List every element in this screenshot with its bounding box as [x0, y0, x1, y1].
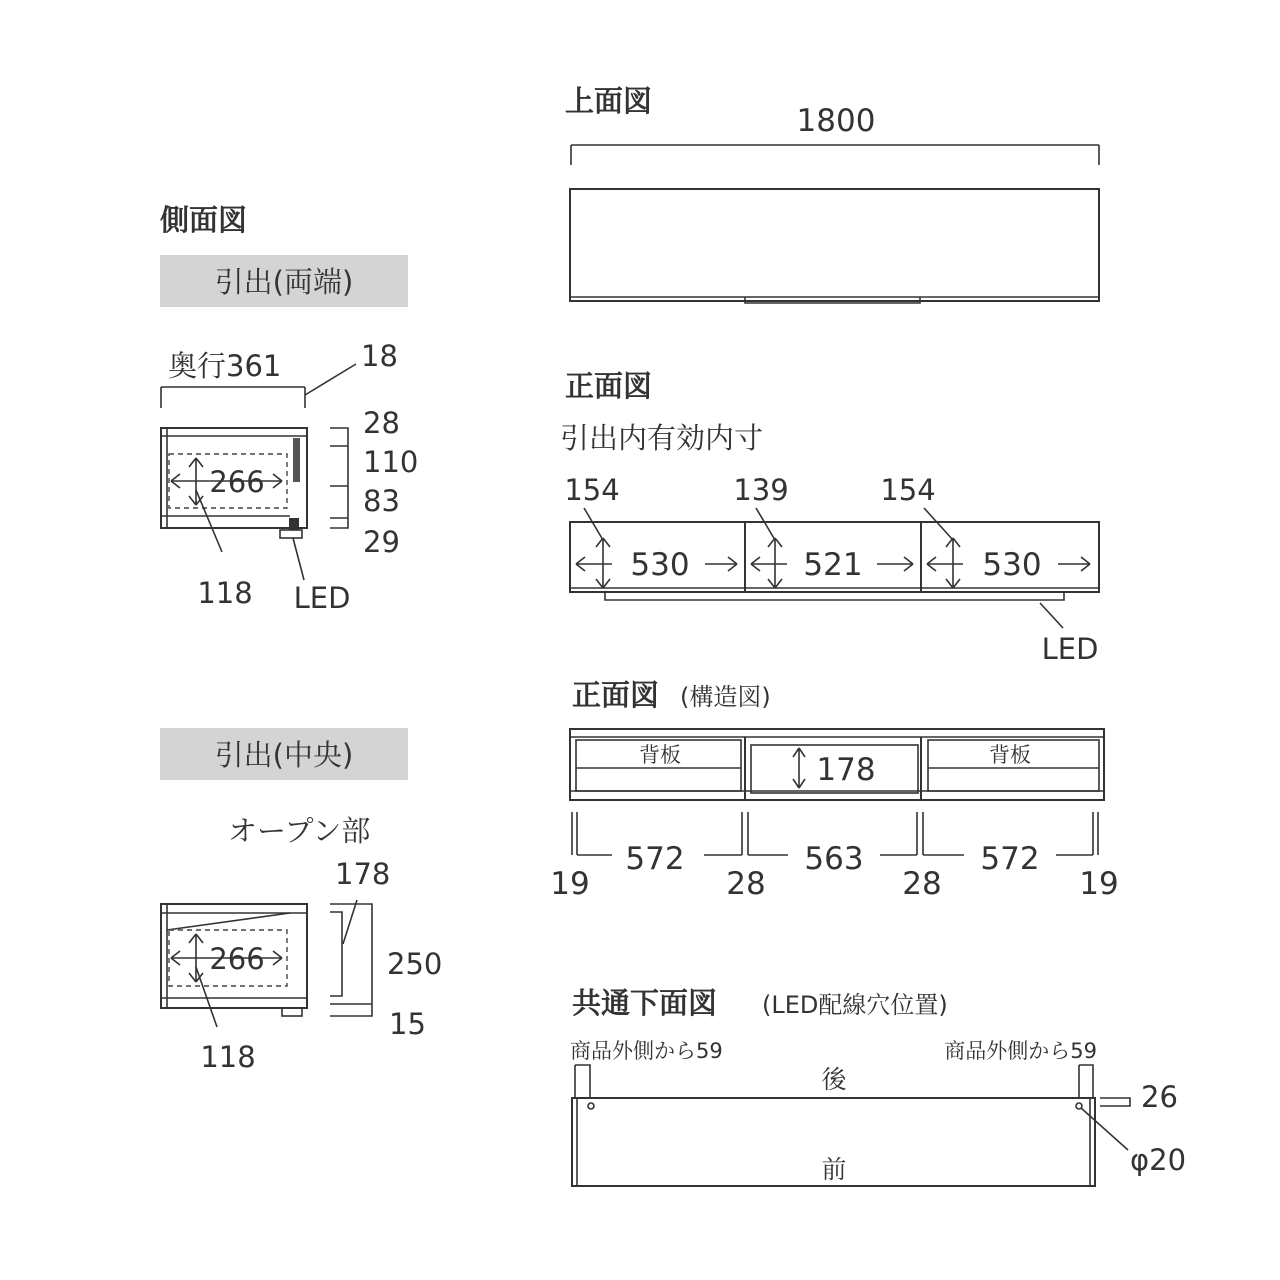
top-view-title: 上面図 [565, 84, 653, 118]
inner-height-label: 118 [197, 576, 253, 610]
bottom-height-label: 15 [389, 1007, 426, 1041]
open-height-label: 178 [335, 857, 391, 891]
panel-left-end: 19 [550, 866, 590, 902]
height-2: 110 [363, 445, 419, 479]
front-width-center: 521 [803, 547, 863, 583]
end-led-label: LED [293, 581, 351, 615]
front-height-left: 154 [564, 473, 620, 507]
front-width-arrow-left-b [705, 557, 737, 571]
structure-center-height-arrow [793, 748, 805, 788]
offset-right-dim [1079, 1065, 1093, 1098]
bottom-back-label: 後 [821, 1065, 847, 1094]
front-height-arrow-center [756, 508, 782, 588]
front-led-leader [1040, 603, 1063, 628]
depth-offset-dim [1100, 1098, 1130, 1106]
front-width-arrow-left-a [576, 557, 612, 571]
bottom-front-label: 前 [821, 1155, 847, 1184]
panel-left-mid: 28 [726, 866, 766, 902]
structure-view-title: 正面図 [572, 678, 660, 712]
open-height-leader [343, 900, 357, 944]
front-width-arrow-center-b [877, 557, 913, 571]
center-inner-height-label: 118 [200, 1040, 256, 1074]
front-width-arrow-right-a [927, 557, 963, 571]
front-thickness-label: 18 [361, 339, 398, 373]
back-panel-right: 背板 [989, 743, 1031, 767]
top-width-label: 1800 [796, 103, 876, 139]
structure-center-height: 178 [816, 752, 876, 788]
offset-left-label: 商品外側から59 [570, 1039, 723, 1063]
end-drawer-tag: 引出(両端) [214, 265, 354, 299]
depth-label: 奥行361 [168, 349, 282, 383]
front-height-arrow-right [924, 508, 960, 588]
front-thickness-leader [305, 364, 356, 395]
front-width-arrow-right-b [1058, 557, 1090, 571]
bottom-view-title: 共通下面図 [572, 986, 718, 1020]
panel-right-end: 19 [1079, 866, 1119, 902]
back-panel-left: 背板 [639, 743, 681, 767]
open-label: オープン部 [228, 814, 371, 848]
structure-width-right: 572 [980, 841, 1040, 877]
front-led-label: LED [1041, 632, 1099, 666]
front-view-subtitle: 引出内有効内寸 [560, 421, 764, 455]
offset-left-dim [575, 1065, 590, 1098]
height-dim-ladder [330, 428, 348, 528]
front-height-center: 139 [733, 473, 789, 507]
bottom-view-paren: (LED配線穴位置) [762, 991, 948, 1019]
depth-offset-label: 26 [1141, 1080, 1178, 1114]
wiring-hole-left [588, 1103, 594, 1109]
front-height-right: 154 [880, 473, 936, 507]
height-4: 29 [363, 525, 400, 559]
top-width-bracket [571, 145, 1099, 165]
center-inner-depth-label: 266 [209, 942, 265, 976]
open-height-bracket [330, 912, 342, 996]
height-1: 28 [363, 406, 400, 440]
front-height-arrow-left [584, 508, 610, 588]
inner-depth-label: 266 [209, 465, 265, 499]
front-width-right: 530 [982, 547, 1042, 583]
structure-width-left: 572 [625, 841, 685, 877]
panel-right-mid: 28 [902, 866, 942, 902]
hole-diameter-leader [1081, 1108, 1128, 1150]
end-led-leader [293, 538, 304, 580]
front-width-arrow-center-a [751, 557, 787, 571]
inner-height-leader [196, 490, 222, 552]
center-inner-height-leader [196, 967, 217, 1027]
total-height-label: 250 [387, 947, 443, 981]
height-3: 83 [363, 484, 400, 518]
side-view-title: 側面図 [160, 203, 248, 237]
structure-view-paren: (構造図) [680, 683, 771, 711]
hole-diameter-label: φ20 [1130, 1143, 1187, 1177]
depth-dim-bracket [161, 387, 305, 408]
center-drawer-tag: 引出(中央) [214, 738, 354, 772]
top-view-outline [570, 189, 1099, 303]
structure-width-center: 563 [804, 841, 864, 877]
front-view-title: 正面図 [565, 369, 653, 403]
front-width-left: 530 [630, 547, 690, 583]
offset-right-label: 商品外側から59 [944, 1039, 1097, 1063]
